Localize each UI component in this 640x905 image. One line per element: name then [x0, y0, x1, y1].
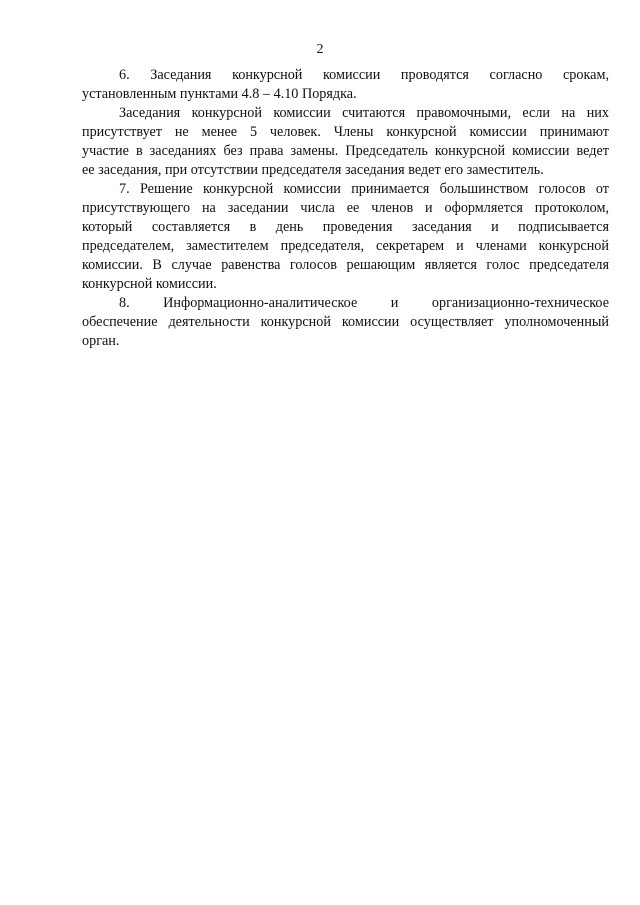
text-line: 6. Заседания конкурсной комиссии проводятся согласно срокам,: [119, 67, 609, 83]
text-line: установленным пунктами 4.8 – 4.10 Порядка.: [82, 86, 357, 102]
paragraph-7: [82, 180, 609, 294]
text-line: ее заседания, при отсутствии председателя заседания ведет его заместитель.: [82, 162, 544, 178]
page-number: 2: [316, 42, 324, 57]
text-line: конкурсной комиссии.: [82, 276, 217, 292]
text-line: Заседания конкурсной комиссии считаются правомочными, если на них: [119, 105, 609, 121]
text-line: 7. Решение конкурсной комиссии принимается большинством голосов от: [119, 181, 609, 197]
paragraph-8: [82, 294, 609, 351]
text-line: председателем, заместителем председателя, секретарем и членами конкурсной: [82, 238, 609, 254]
text-line: присутствующего на заседании числа ее членов и оформляется протоколом,: [82, 200, 609, 216]
text-line: орган.: [82, 333, 120, 349]
text-line: участие в заседаниях без права замены. Председатель конкурсной комиссии ведет: [82, 143, 609, 159]
text-line: комиссии. В случае равенства голосов решающим является голос председателя: [82, 257, 609, 273]
text-line: обеспечение деятельности конкурсной комиссии осуществляет уполномоченный: [82, 314, 609, 330]
text-line: присутствует не менее 5 человек. Члены конкурсной комиссии принимают: [82, 124, 609, 140]
paragraph-6: [82, 66, 609, 104]
paragraph-6-quorum: [82, 104, 609, 180]
text-line: 8. Информационно-аналитическое и организационно-техническое: [119, 295, 609, 311]
document-body: [82, 66, 609, 351]
text-line: который составляется в день проведения заседания и подписывается: [82, 219, 609, 235]
